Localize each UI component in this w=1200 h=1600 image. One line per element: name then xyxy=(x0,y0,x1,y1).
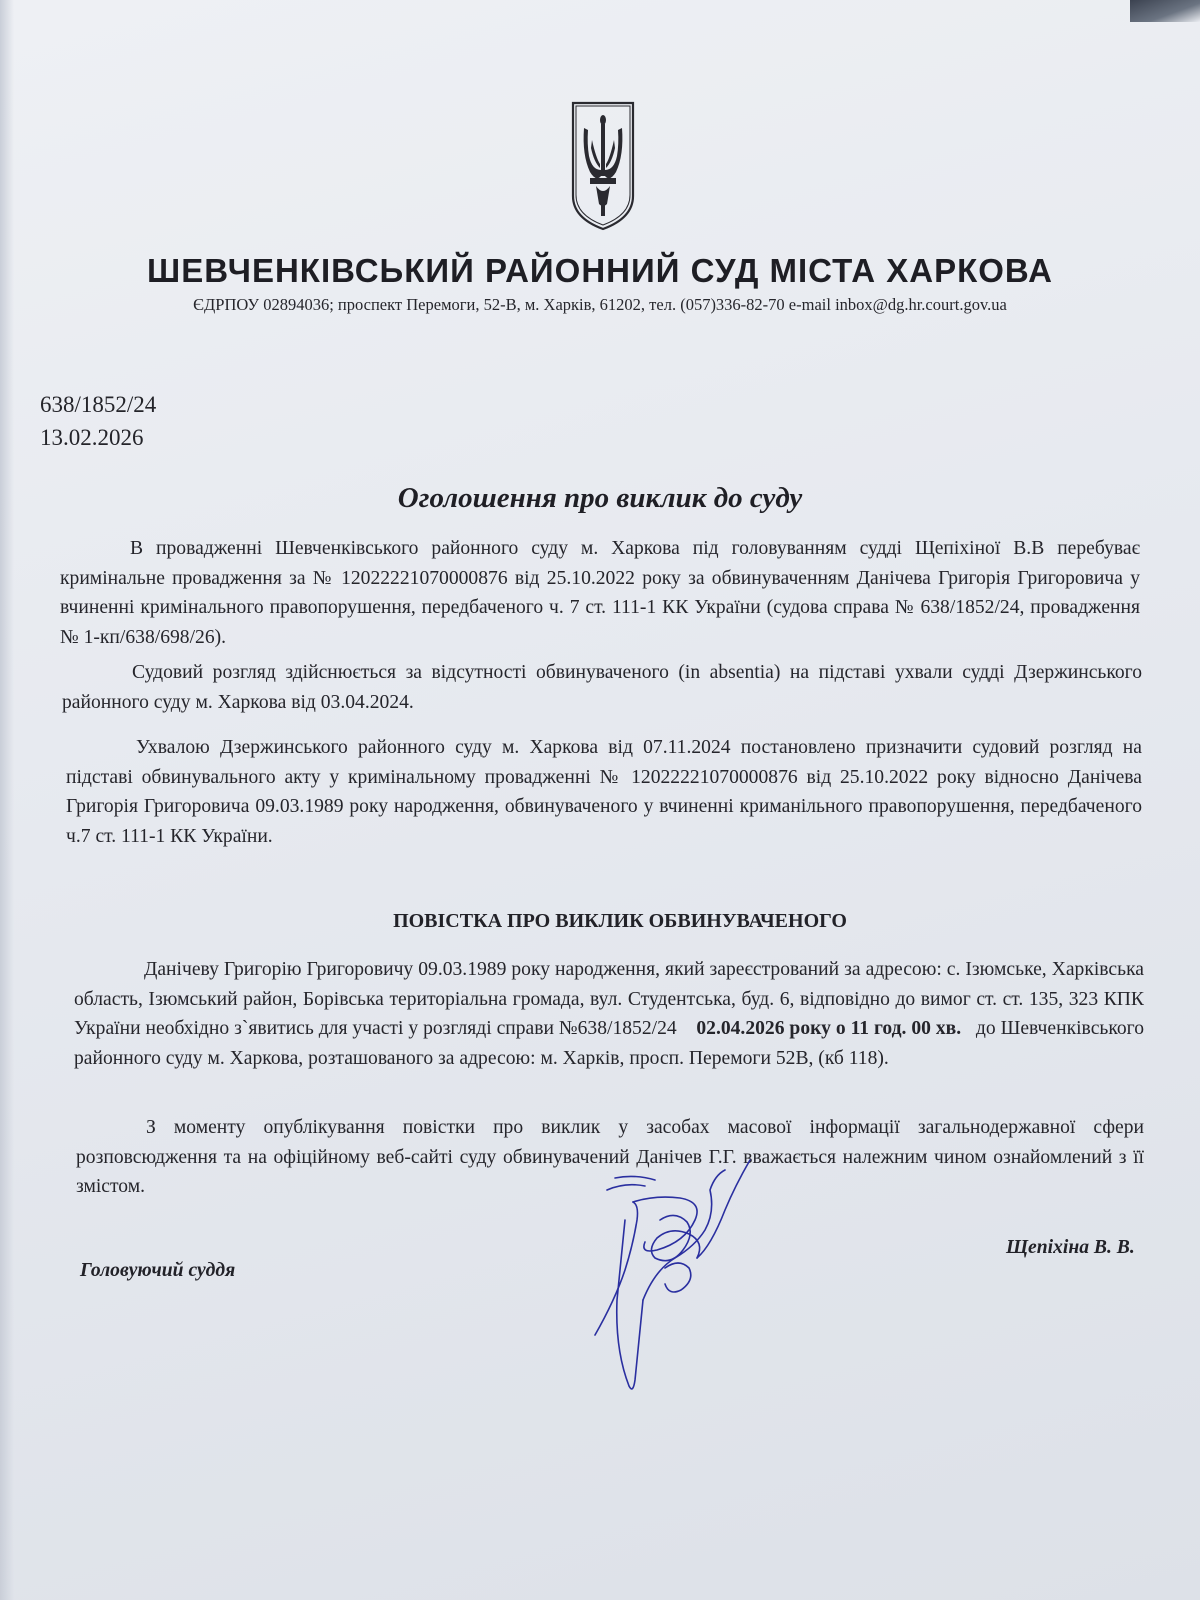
paragraph-summons xyxy=(74,955,1144,1073)
summons-text-before: Данічеву Григорію Григоровичу 09.03.1989 року народження, який зареєстрований за адресою: с. Ізюмське, Харківська область, Ізюмський район, Борівська територіальна громада, вул. Студентська, буд. 6, відповідно до вимог ст. ст. 135, 323 КПК України необхідно з`явитись для участі у розгляді справи №638/1852/24 xyxy=(74,959,1144,1039)
page-corner-shadow xyxy=(1130,0,1200,22)
document-date: 13.02.2026 xyxy=(40,425,144,450)
court-name: ШЕВЧЕНКІВСЬКИЙ РАЙОННИЙ СУД МІСТА ХАРКОВА xyxy=(147,252,1053,289)
summons-text-after: до Шевченківського районного суду м. Харкова, розташованого за адресою: м. Харків, просп. Перемоги 52В, (кб 118). xyxy=(74,1018,1144,1069)
document-meta xyxy=(40,388,156,454)
judge-name: Щепіхіна В. В. xyxy=(1006,1237,1135,1258)
signature-role: Головуючий суддя xyxy=(80,1260,236,1281)
case-number: 638/1852/24 xyxy=(40,392,157,417)
coat-of-arms-icon xyxy=(570,100,636,232)
page-fold-shadow xyxy=(0,0,14,1600)
document-title: Оголошення про виклик до суду xyxy=(397,482,803,514)
paragraph-proceedings: В провадженні Шевченківського районного суду м. Харкова під головуванням судді Щепіхіної В.В перебуває кримінальне провадження за № 12022221070000876 від 25.10.2022 року за обвинуваченням Данічева Григорія Григоровича у вчиненні кримінального правопорушення, передбаченого ч. 7 ст. 111-1 КК України (судова справа № 638/1852/24, провадження № 1-кп/638/698/26). xyxy=(60,538,1140,648)
summons-title: ПОВІСТКА ПРО ВИКЛИК ОБВИНУВАЧЕНОГО xyxy=(393,910,847,932)
court-contacts: ЄДРПОУ 02894036; проспект Перемоги, 52-В, м. Харків, 61202, тел. (057)336-82-70 e-mail inbox@dg.hr.court.gov.ua xyxy=(193,295,1007,314)
paragraph-in-absentia: Судовий розгляд здійснюється за відсутності обвинуваченого (in absentia) на підставі ухвали судді Дзержинського районного суду м. Харкова від 03.04.2024. xyxy=(62,662,1142,713)
paragraph-notice: З моменту опублікування повістки про виклик у засобах масової інформації загальнодержавної сфери розповсюдження та на офіційному веб-сайті суду обвинувачений Данічев Г.Г. вважається належним чином ознайомлений з її змістом. xyxy=(76,1117,1144,1197)
hearing-datetime: 02.04.2026 року о 11 год. 00 хв. xyxy=(696,1018,962,1039)
handwritten-signature xyxy=(585,1150,755,1395)
paragraph-ruling: Ухвалою Дзержинського районного суду м. Харкова від 07.11.2024 постановлено призначити судовий розгляд на підставі обвинувального акту у кримінальному провадженні № 12022221070000876 від 25.10.2022 року відносно Данічева Григорія Григоровича 09.03.1989 року народження, обвинуваченого у вчиненні криманільного правопорушення, передбаченого ч.7 ст. 111-1 КК України. xyxy=(66,737,1142,847)
